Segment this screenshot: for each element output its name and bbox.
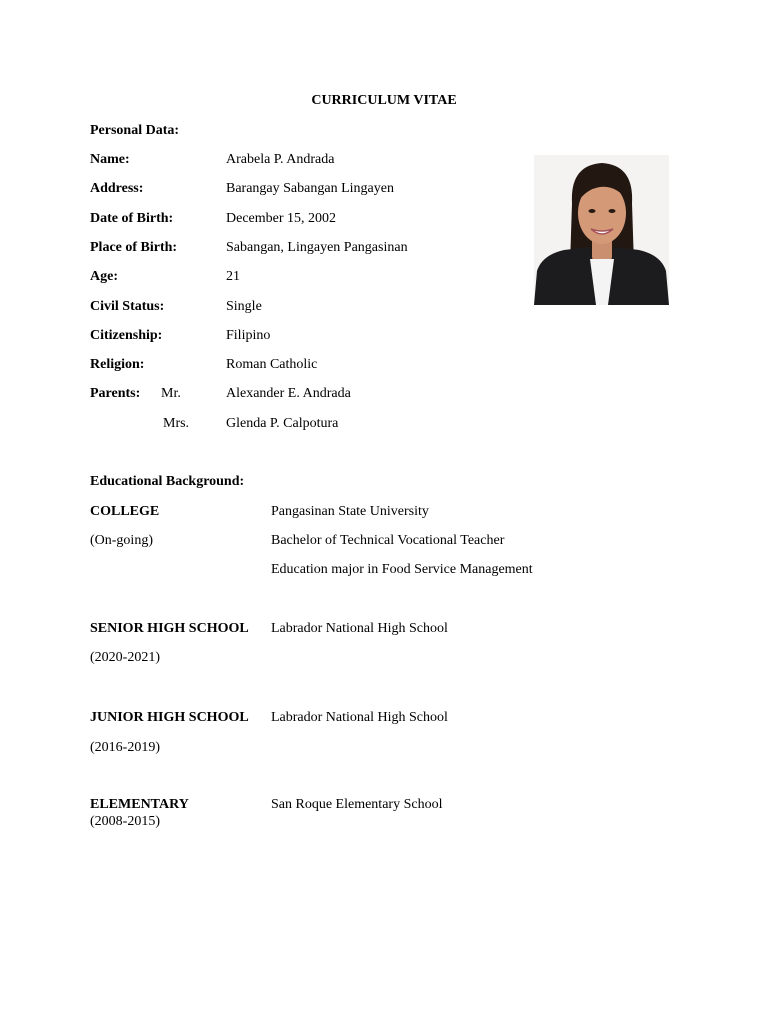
dob-label: Date of Birth: [90,211,174,226]
religion-value: Roman Catholic [226,357,318,372]
citizenship-label: Citizenship: [90,328,163,343]
college-school: Pangasinan State University [271,504,429,519]
pob-value: Sabangan, Lingayen Pangasinan [226,240,408,255]
document-title: CURRICULUM VITAE [311,93,457,108]
mother-title: Mrs. [163,416,190,431]
college-course-line2: Education major in Food Service Management [271,562,533,577]
address-value: Barangay Sabangan Lingayen [226,181,394,196]
age-label: Age: [90,269,118,284]
senior-high-years: (2020-2021) [90,650,160,665]
civil-status-value: Single [226,299,262,314]
elementary-level: ELEMENTARY [90,797,189,812]
parents-label: Parents: [90,386,141,401]
father-name: Alexander E. Andrada [226,386,351,401]
address-label: Address: [90,181,144,196]
junior-high-level: JUNIOR HIGH SCHOOL [90,710,249,725]
elementary-school: San Roque Elementary School [271,797,443,812]
personal-data-heading: Personal Data: [90,123,180,138]
profile-photo [534,155,669,305]
dob-value: December 15, 2002 [226,211,337,226]
name-value: Arabela P. Andrada [226,152,335,167]
father-title: Mr. [161,386,181,401]
age-value: 21 [226,269,240,284]
junior-high-years: (2016-2019) [90,740,160,755]
elementary-years: (2008-2015) [90,814,160,829]
college-level: COLLEGE [90,504,160,519]
college-status: (On-going) [90,533,153,548]
citizenship-value: Filipino [226,328,271,343]
religion-label: Religion: [90,357,145,372]
education-heading: Educational Background: [90,474,245,489]
senior-high-school: Labrador National High School [271,621,448,636]
junior-high-school: Labrador National High School [271,710,448,725]
pob-label: Place of Birth: [90,240,178,255]
civil-status-label: Civil Status: [90,299,165,314]
college-course-line1: Bachelor of Technical Vocational Teacher [271,533,505,548]
name-label: Name: [90,152,130,167]
mother-name: Glenda P. Calpotura [226,416,339,431]
senior-high-level: SENIOR HIGH SCHOOL [90,621,249,636]
